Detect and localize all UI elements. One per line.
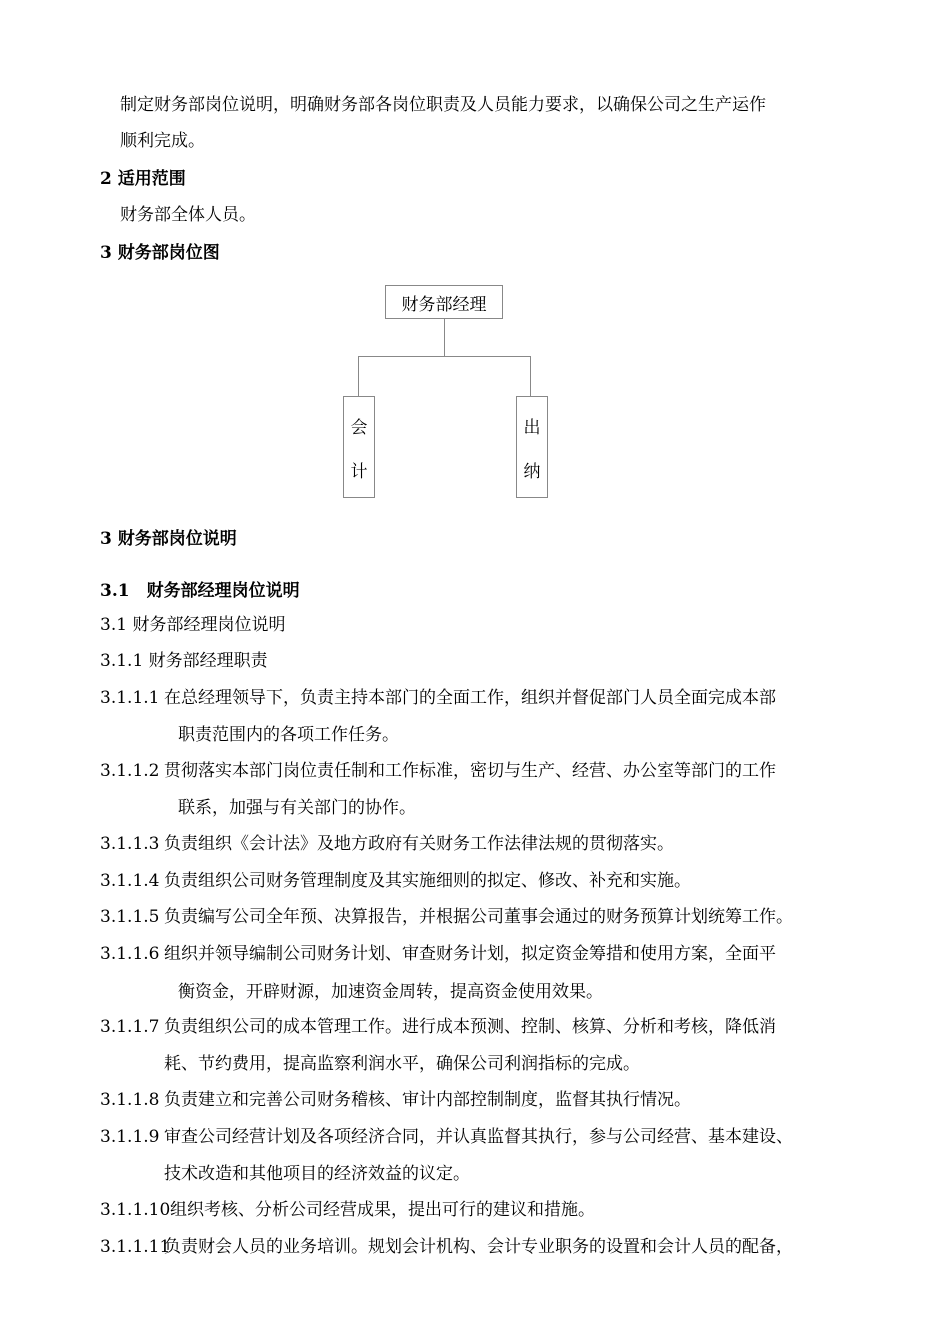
duty-item-number: 3.1.1.2	[100, 761, 160, 781]
section-3-desc-heading: 3 财务部岗位说明	[100, 529, 237, 549]
intro-line-1: 制定财务部岗位说明，明确财务部各岗位职责及人员能力要求，以确保公司之生产运作	[120, 95, 766, 115]
duty-item-text-cont: 耗、节约费用，提高监察利润水平，确保公司利润指标的完成。	[164, 1054, 640, 1074]
org-box-accountant-char-1: 会	[350, 417, 368, 438]
section-2-heading: 2 适用范围	[100, 169, 186, 189]
section-2-body: 财务部全体人员。	[120, 205, 256, 225]
section-3-1-1-heading: 3.1.1 财务部经理职责	[100, 651, 268, 671]
org-connector-right	[530, 356, 531, 396]
duty-item-number: 3.1.1.6	[100, 944, 160, 964]
org-box-accountant-char-2: 计	[350, 461, 368, 482]
duty-item-text: 贯彻落实本部门岗位责任制和工作标准，密切与生产、经营、办公室等部门的工作	[164, 761, 776, 781]
org-box-cashier-char-1: 出	[523, 417, 541, 438]
duty-item-text: 审查公司经营计划及各项经济合同，并认真监督其执行，参与公司经营、基本建设、	[164, 1127, 793, 1147]
duty-item-text: 负责组织公司财务管理制度及其实施细则的拟定、修改、补充和实施。	[164, 871, 691, 891]
section-3-1-heading-bold: 3.1 财务部经理岗位说明	[100, 581, 300, 601]
duty-item-number: 3.1.1.11	[100, 1237, 171, 1257]
duty-item-number: 3.1.1.4	[100, 871, 160, 891]
duty-item-number: 3.1.1.10	[100, 1200, 171, 1220]
duty-item-text: 组织考核、分析公司经营成果，提出可行的建议和措施。	[170, 1200, 595, 1220]
org-box-manager-label: 财务部经理	[401, 294, 487, 315]
duty-item-text: 在总经理领导下，负责主持本部门的全面工作，组织并督促部门人员全面完成本部	[164, 688, 776, 708]
section-3-chart-heading: 3 财务部岗位图	[100, 243, 220, 263]
org-box-manager	[385, 285, 503, 319]
intro-line-2: 顺利完成。	[120, 131, 205, 151]
duty-item-text: 负责建立和完善公司财务稽核、审计内部控制制度，监督其执行情况。	[164, 1090, 691, 1110]
duty-item-text: 负责编写公司全年预、决算报告，并根据公司董事会通过的财务预算计划统筹工作。	[164, 907, 793, 927]
duty-item-number: 3.1.1.5	[100, 907, 160, 927]
org-connector-horizontal	[358, 356, 531, 357]
duty-item-text: 负责组织《会计法》及地方政府有关财务工作法律法规的贯彻落实。	[164, 834, 674, 854]
org-box-cashier-char-2: 纳	[523, 461, 541, 482]
org-connector-vertical	[444, 318, 445, 356]
duty-item-number: 3.1.1.3	[100, 834, 160, 854]
org-box-accountant	[343, 396, 375, 498]
duty-item-text-cont: 联系，加强与有关部门的协作。	[178, 798, 416, 818]
duty-item-number: 3.1.1.9	[100, 1127, 160, 1147]
duty-item-number: 3.1.1.1	[100, 688, 160, 708]
duty-item-text-cont: 衡资金，开辟财源，加速资金周转，提高资金使用效果。	[178, 982, 603, 1002]
duty-item-text-cont: 职责范围内的各项工作任务。	[178, 725, 399, 745]
duty-item-text-cont: 技术改造和其他项目的经济效益的议定。	[164, 1164, 470, 1184]
duty-item-number: 3.1.1.7	[100, 1017, 160, 1037]
duty-item-number: 3.1.1.8	[100, 1090, 160, 1110]
duty-item-text: 负责组织公司的成本管理工作。进行成本预测、控制、核算、分析和考核，降低消	[164, 1017, 776, 1037]
org-connector-left	[358, 356, 359, 396]
duty-item-text: 组织并领导编制公司财务计划、审查财务计划，拟定资金筹措和使用方案，全面平	[164, 944, 776, 964]
section-3-1-heading: 3.1 财务部经理岗位说明	[100, 615, 286, 635]
duty-item-text: 负责财会人员的业务培训。规划会计机构、会计专业职务的设置和会计人员的配备，	[164, 1237, 793, 1257]
org-box-cashier	[516, 396, 548, 498]
